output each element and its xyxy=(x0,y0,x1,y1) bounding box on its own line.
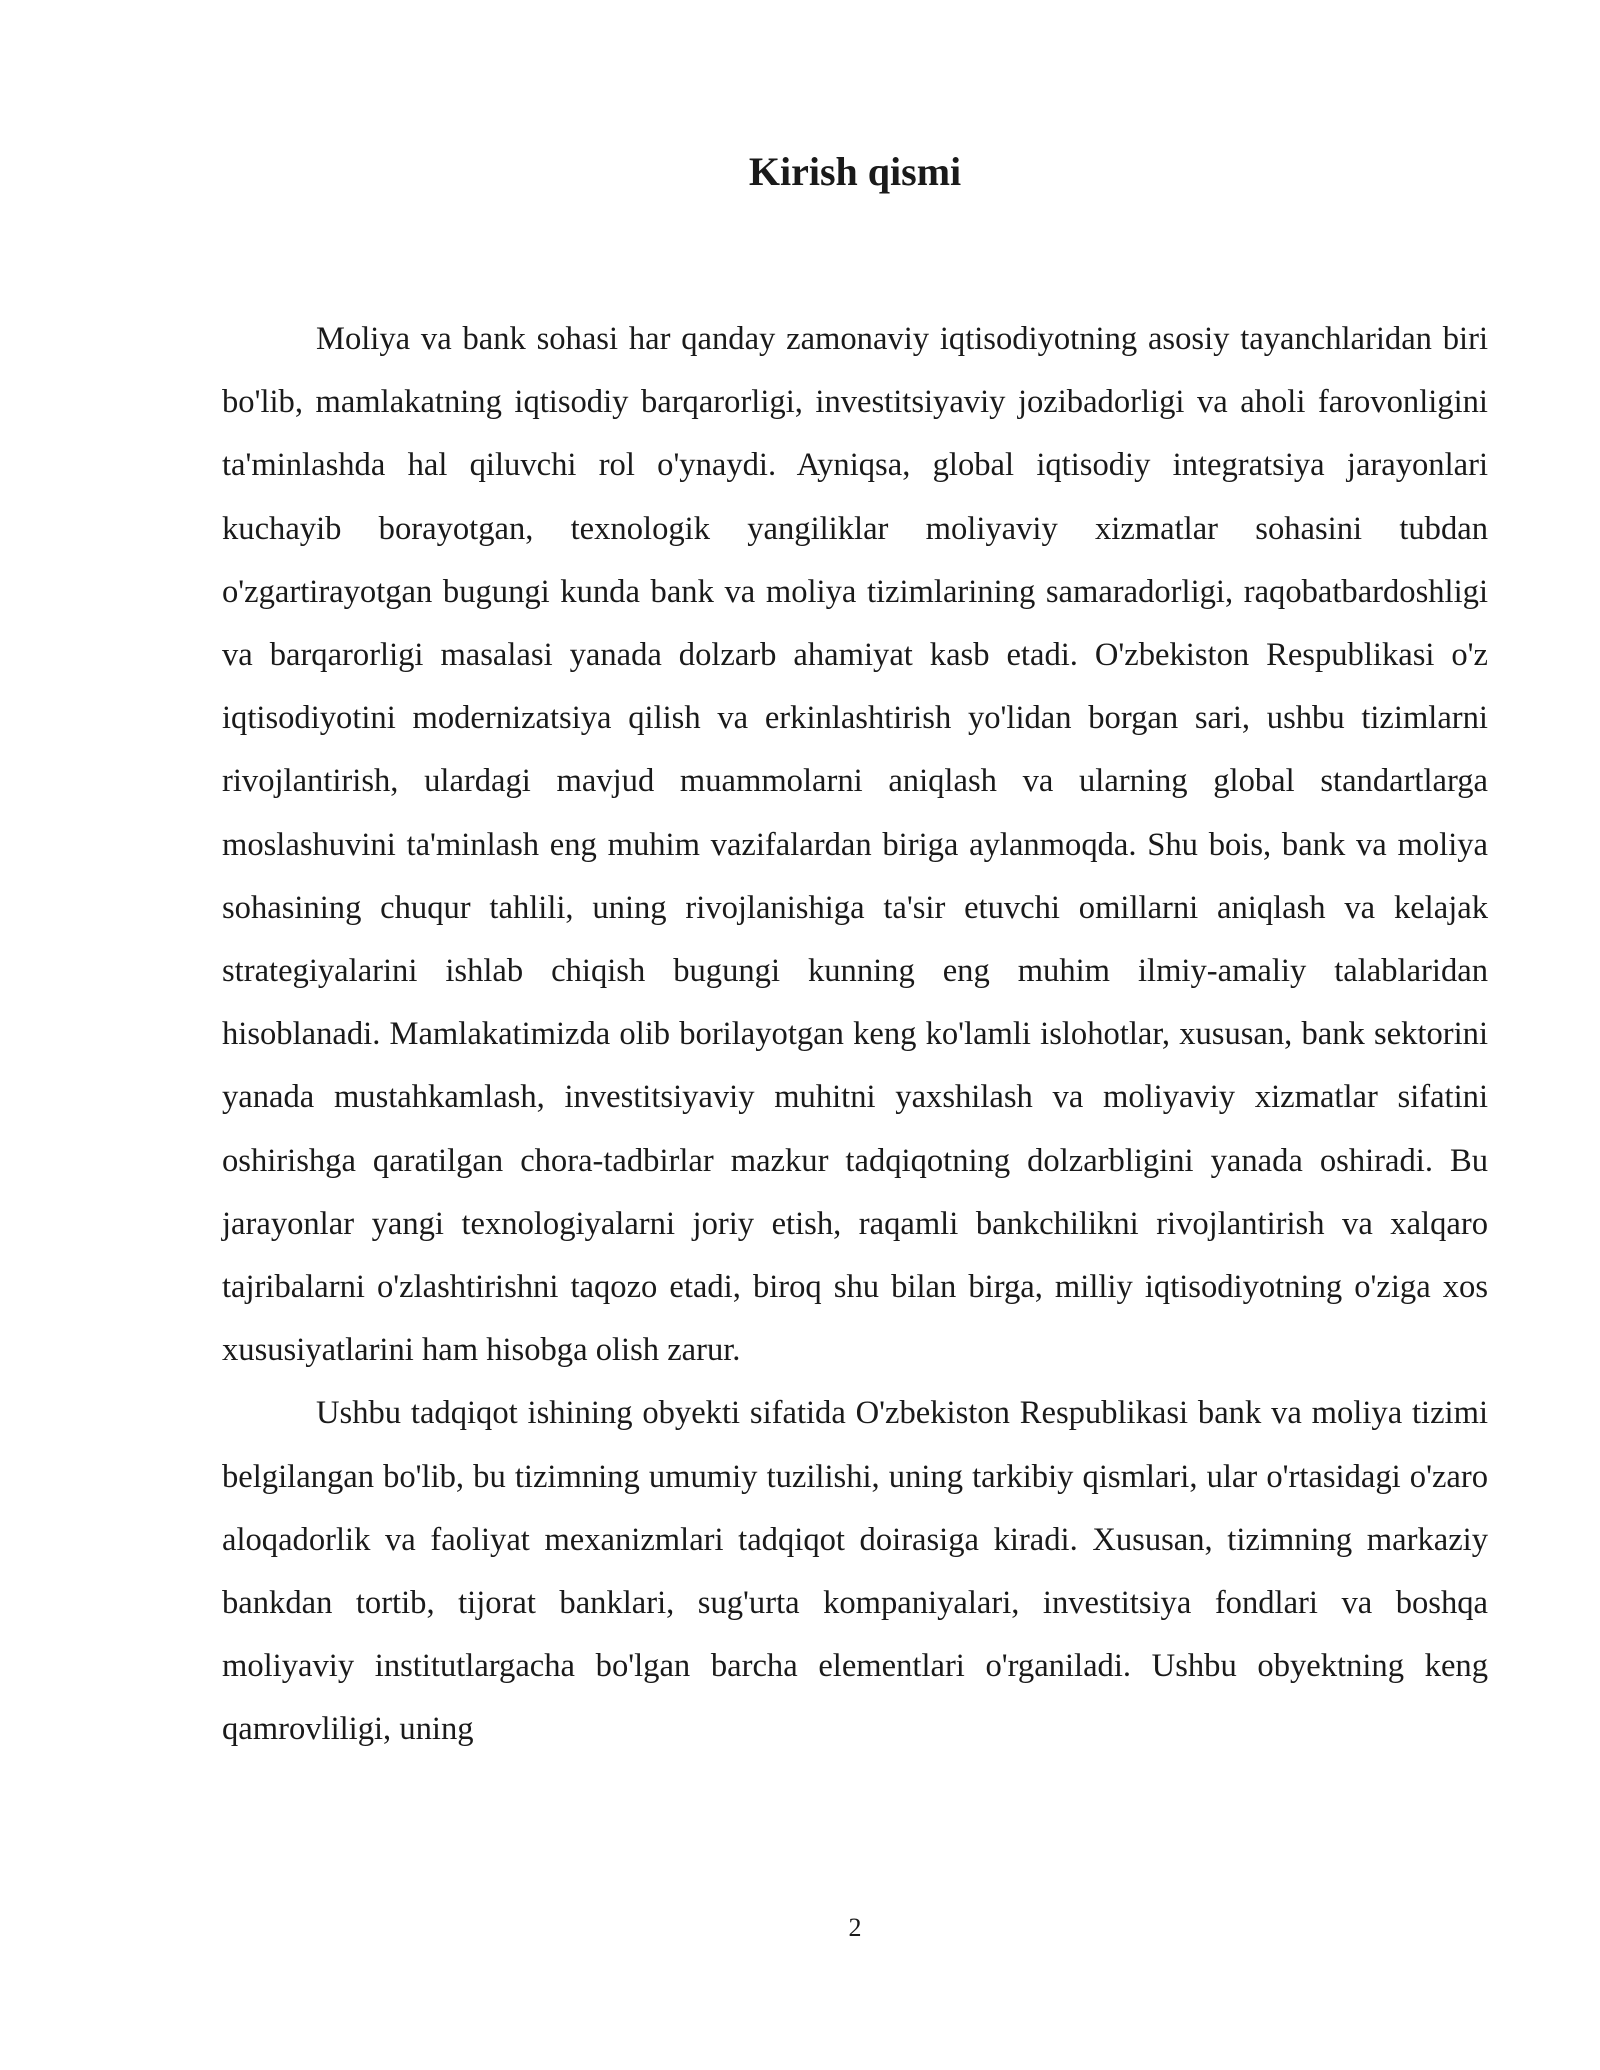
paragraph: Moliya va bank sohasi har qanday zamonaviy iqtisodiyotning asosiy tayanchlaridan biri bo'lib, mamlakatning iqtisodiy barqarorligi, investitsiyaviy jozibadorligi va aholi farovonligini ta'minlashda hal qiluvchi rol o'ynaydi. Ayniqsa, global iqtisodiy integratsiya jarayonlari kuchayib borayotgan, texnologik yangiliklar moliyaviy xizmatlar sohasini tubdan o'zgartirayotgan bugungi kunda bank va moliya tizimlarining samaradorligi, raqobatbardoshligi va barqarorligi masalasi yanada dolzarb ahamiyat kasb etadi. O'zbekiston Respublikasi o'z iqtisodiyotini modernizatsiya qilish va erkinlashtirish yo'lidan borgan sari, ushbu tizimlarni rivojlantirish, ulardagi mavjud muammolarni aniqlash va ularning global standartlarga moslashuvini ta'minlash eng muhim vazifalardan biriga aylanmoqda. Shu bois, bank va moliya sohasining chuqur tahlili, uning rivojlanishiga ta'sir etuvchi omillarni aniqlash va kelajak strategiyalarini ishlab chiqish bugungi kunning eng muhim ilmiy-amaliy talablaridan hisoblanadi. Mamlakatimizda olib borilayotgan keng ko'lamli islohotlar, xususan, bank sektorini yanada mustahkamlash, investitsiyaviy muhitni yaxshilash va moliyaviy xizmatlar sifatini oshirishga qaratilgan chora-tadbirlar mazkur tadqiqotning dolzarbligini yanada oshiradi. Bu jarayonlar yangi texnologiyalarni joriy etish, raqamli bankchilikni rivojlantirish va xalqaro tajribalarni o'zlashtirishni taqozo etadi, biroq shu bilan birga, milliy iqtisodiyotning o'ziga xos xususiyatlarini ham hisobga olish zarur. xyxy=(222,321,1488,1369)
paragraph: Ushbu tadqiqot ishining obyekti sifatida O'zbekiston Respublikasi bank va moliya tizimi belgilangan bo'lib, bu tizimning umumiy tuzilishi, uning tarkibiy qismlari, ular o'rtasidagi o'zaro aloqadorlik va faoliyat mexanizmlari tadqiqot doirasiga kiradi. Xususan, tizimning markaziy bankdan tortib, tijorat banklari, sug'urta kompaniyalari, investitsiya fondlari va boshqa moliyaviy institutlargacha bo'lgan barcha elementlari o'rganiladi. Ushbu obyektning keng qamrovliligi, uning xyxy=(222,1395,1488,1748)
body-text xyxy=(222,308,1488,1762)
page-number: 2 xyxy=(848,1913,862,1942)
page-title: Kirish qismi xyxy=(748,149,962,194)
